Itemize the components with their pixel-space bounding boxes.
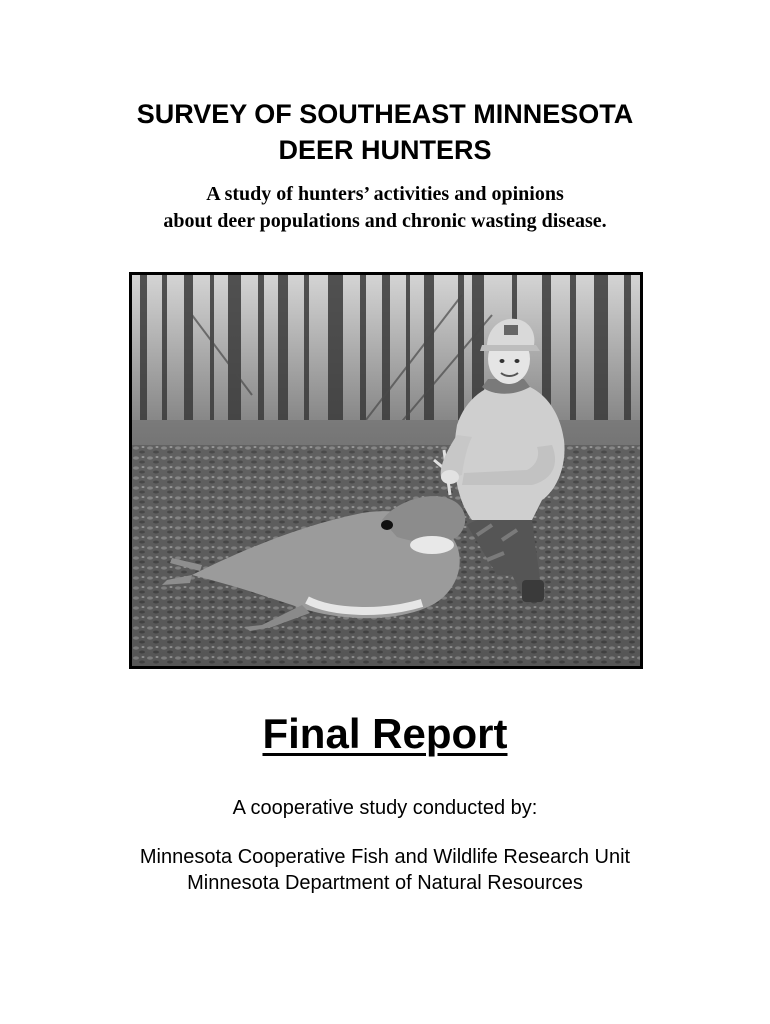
report-title-line-1: SURVEY OF SOUTHEAST MINNESOTA [136,99,634,129]
organization-fish-wildlife-unit: Minnesota Cooperative Fish and Wildlife Research Unit [139,846,631,868]
cover-photo-image [132,275,640,666]
organization-dnr: Minnesota Department of Natural Resources [187,872,583,894]
organization-list [0,844,770,896]
final-report-label: Final Report [262,710,508,757]
report-subtitle-line-2: about deer populations and chronic wasting disease. [163,210,607,232]
final-report-heading [0,706,770,762]
report-subtitle [0,181,770,235]
cooperative-study-label: A cooperative study conducted by: [232,797,538,819]
report-subtitle-line-1: A study of hunters’ activities and opinions [206,183,564,205]
report-title [0,96,770,168]
report-title-line-2: DEER HUNTERS [278,135,492,165]
cover-photo [129,272,643,669]
